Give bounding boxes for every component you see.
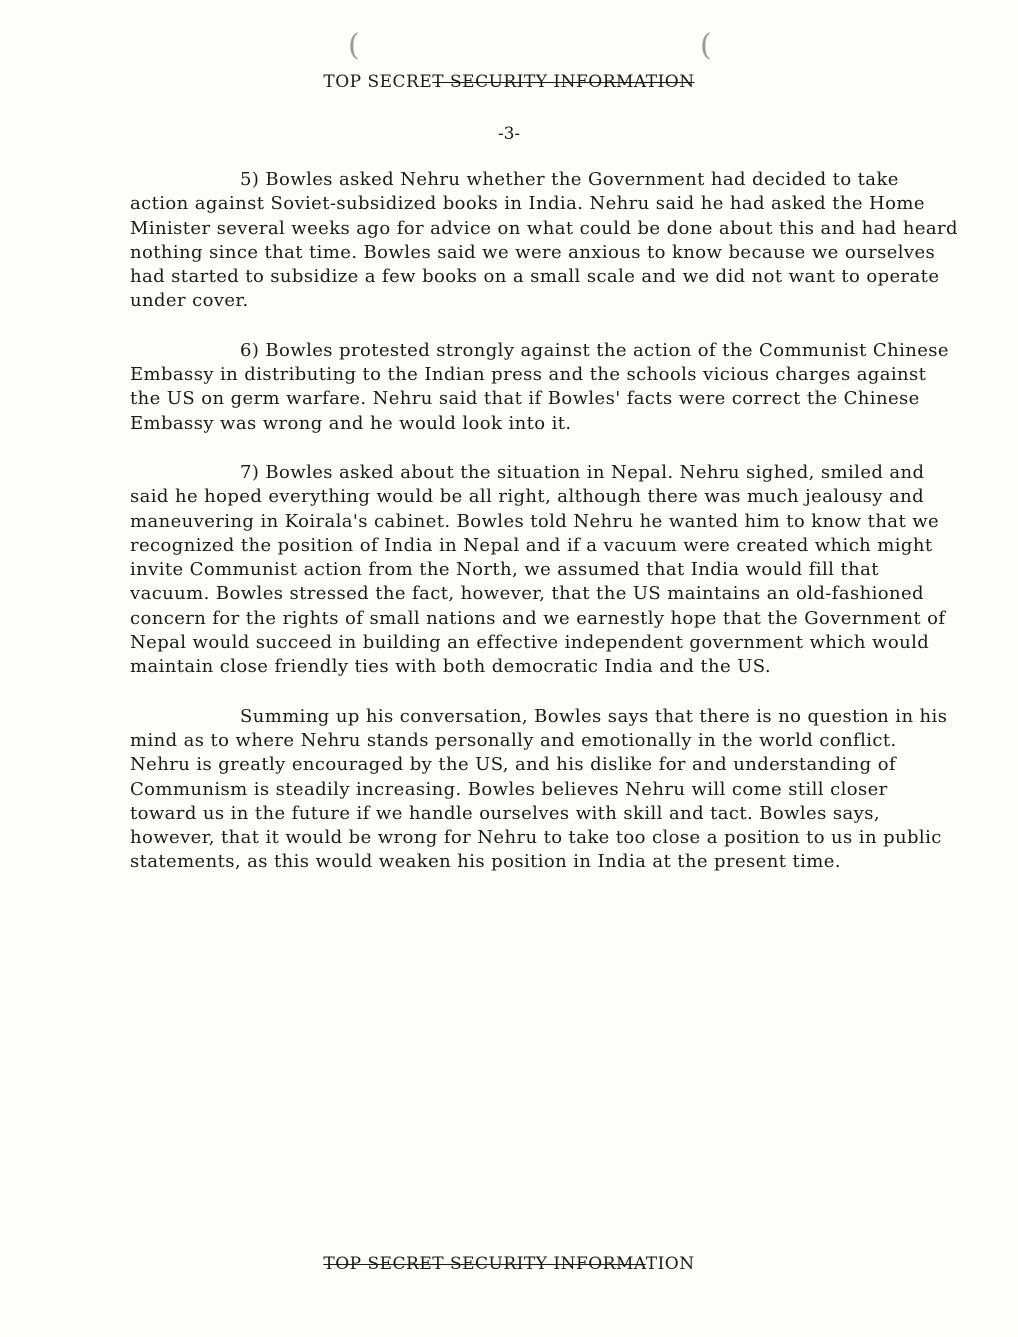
paragraph-7: 7) Bowles asked about the situation in Nepal. Nehru sighed, smiled and said he hoped everything would be all right, although there was much jealousy and maneuvering in Koirala's cabinet. Bowles told Nehru he wanted him to know that we recognized the position of India in Nepal and if a vacuum were created which might invite Communist action from the North, we assumed that India would fill that vacuum. Bowles stressed the fact, however, that the US maintains an old-fashioned concern for the rights of small nations and we earnestly hope that the Government of Nepal would succeed in building an effective independent government which would maintain close friendly ties with both democratic India and the US. <box>130 461 946 678</box>
punch-hole-mark-right: ( <box>700 28 712 63</box>
footer-classification-struck: TOP SECRET SECURITY INFORMA <box>323 1254 646 1274</box>
page-number: -3- <box>497 124 521 144</box>
header-classification-plain: TOP SECRE <box>323 72 433 92</box>
punch-hole-mark-left: ( <box>348 28 360 63</box>
header-classification-struck: T SECURITY INFORMATION <box>432 72 695 92</box>
footer-classification-plain: TION <box>645 1254 695 1274</box>
paragraph-summary: Summing up his conversation, Bowles says that there is no question in his mind as to where Nehru stands personally and emotionally in the world conflict. Nehru is greatly encouraged by the US, and his dislike for and understanding of Communism is steadily increasing. Bowles believes Nehru will come still closer toward us in the future if we handle ourselves with skill and tact. Bowles says, however, that it would be wrong for Nehru to take too close a position to us in public statements, as this would weaken his position in India at the present time. <box>130 705 948 873</box>
header-classification <box>0 72 1018 92</box>
footer-classification <box>0 1254 1018 1274</box>
body-text <box>130 168 960 900</box>
paragraph-6: 6) Bowles protested strongly against the action of the Communist Chinese Embassy in distributing to the Indian press and the schools vicious charges against the US on germ warfare. Nehru said that if Bowles' facts were correct the Chinese Embassy was wrong and he would look into it. <box>130 339 949 434</box>
paragraph-5: 5) Bowles asked Nehru whether the Government had decided to take action against Soviet-subsidized books in India. Nehru said he had asked the Home Minister several weeks ago for advice on what could be done about this and had heard nothing since that time. Bowles said we were anxious to know because we ourselves had started to subsidize a few books on a small scale and we did not want to operate under cover. <box>130 169 958 312</box>
